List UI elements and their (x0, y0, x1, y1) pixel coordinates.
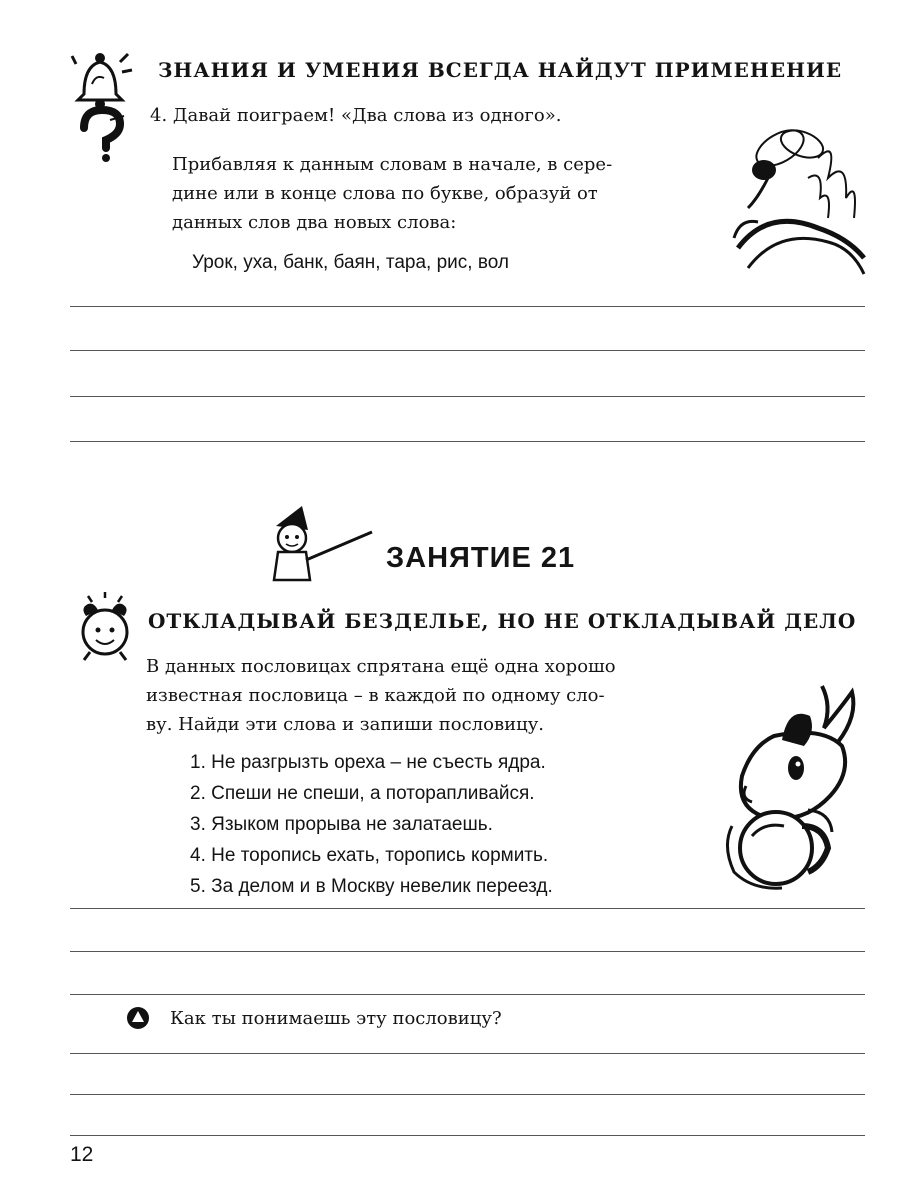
section2-heading: ОТКЛАДЫВАЙ БЕЗДЕЛЬЕ, НО НЕ ОТКЛАДЫВАЙ ДЕЛО (148, 609, 857, 633)
section1-heading: ЗНАНИЯ И УМЕНИЯ ВСЕГДА НАЙДУТ ПРИМЕНЕНИЕ (158, 58, 843, 82)
task-instruction (172, 150, 712, 237)
instruction-line: В данных пословицах спрятана ещё одна хорошо (146, 656, 616, 677)
page-number: 12 (70, 1143, 94, 1166)
answer-line[interactable] (70, 350, 865, 351)
girl-pointer-icon (262, 504, 378, 584)
squirrel-illustration (712, 676, 870, 896)
answer-line[interactable] (70, 1053, 865, 1054)
dragonfly-illustration (728, 118, 868, 278)
lesson-title: ЗАНЯТИЕ 21 (386, 542, 576, 574)
proverb-item: 1. Не разгрызть ореха – не съесть ядра. (190, 752, 546, 773)
answer-line[interactable] (70, 1094, 865, 1095)
instruction-line: Прибавляя к данным словам в начале, в сере- (172, 154, 613, 175)
instruction-line: ву. Найди эти слова и запиши пословицу. (146, 714, 545, 735)
instruction-line: известная пословица – в каждой по одному сло- (146, 685, 605, 706)
answer-line[interactable] (70, 1135, 865, 1136)
question-text: Как ты понимаешь эту пословицу? (170, 1008, 502, 1029)
word-list: Урок, уха, банк, баян, тара, рис, вол (192, 252, 509, 273)
proverb-item: 3. Языком прорыва не залатаешь. (190, 814, 493, 835)
section2-instruction (146, 652, 726, 739)
answer-line[interactable] (70, 908, 865, 909)
proverb-item: 4. Не торопись ехать, торопись кормить. (190, 845, 549, 866)
instruction-line: данных слов два новых слова: (172, 212, 457, 233)
answer-line[interactable] (70, 994, 865, 995)
bullet-triangle-icon (126, 1006, 150, 1030)
proverb-list (190, 747, 553, 902)
answer-line[interactable] (70, 951, 865, 952)
alarm-clock-icon (74, 592, 136, 662)
answer-line[interactable] (70, 396, 865, 397)
proverb-item: 5. За делом и в Москву невелик переезд. (190, 876, 553, 897)
task-title: 4. Давай поиграем! «Два слова из одного». (150, 105, 562, 126)
proverb-item: 2. Спеши не спеши, а поторапливайся. (190, 783, 535, 804)
bell-question-icon (70, 44, 138, 162)
instruction-line: дине или в конце слова по букве, образуй от (172, 183, 598, 204)
answer-line[interactable] (70, 306, 865, 307)
answer-line[interactable] (70, 441, 865, 442)
